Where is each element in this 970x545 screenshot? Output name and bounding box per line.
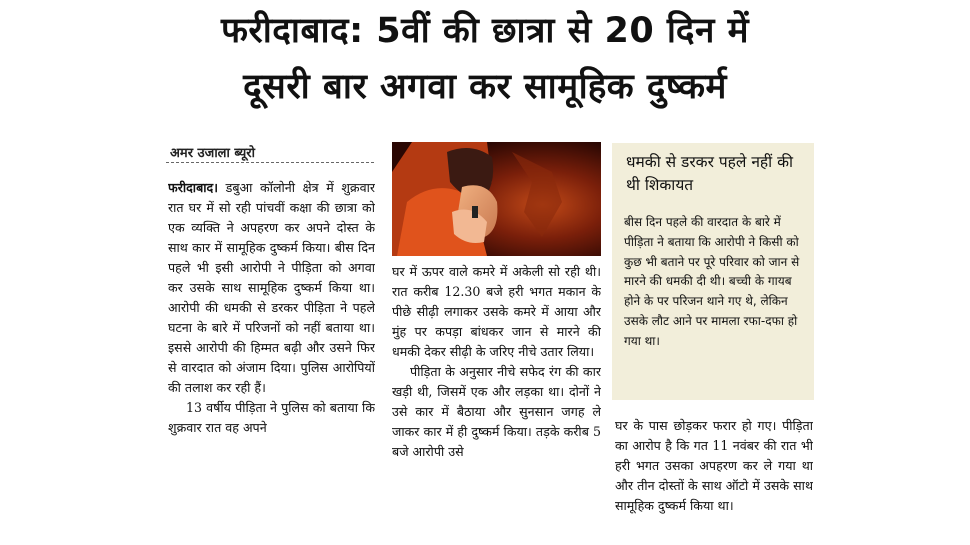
dateline: फरीदाबाद।	[168, 180, 218, 195]
article-paragraph	[168, 398, 375, 438]
sidebar-title: धमकी से डरकर पहले नहीं की थी शिकायत	[626, 153, 794, 194]
article-text: 13 वर्षीय पीड़िता ने पुलिस को बताया कि शुक्रवार रात वह अपने	[168, 400, 375, 435]
article-paragraph	[392, 362, 601, 462]
headline	[0, 0, 970, 122]
headline-line-2: दूसरी बार अगवा कर सामूहिक दुष्कर्म	[243, 67, 727, 107]
article-column-1	[168, 178, 375, 544]
article-column-3	[615, 416, 813, 545]
byline-divider	[166, 162, 374, 163]
article-text: पीड़िता के अनुसार नीचे सफेद रंग की कार खड़ी थी, जिसमें एक और लड़का था। दोनों ने उसे कार में बैठाया और सुनसान जगह ले जाकर कार में ही दुष्कर्म किया। तड़के करीब 5 बजे आरोपी उसे	[392, 364, 601, 459]
article-text: घर के पास छोड़कर फरार हो गए। पीड़िता का आरोप है कि गत 11 नवंबर की रात भी हरी भगत उसका अपहरण कर ले गया था और तीन दोस्तों के साथ ऑटो में उसके साथ सामूहिक दुष्कर्म किया था।	[615, 418, 813, 513]
byline: अमर उजाला ब्यूरो	[170, 146, 255, 161]
photo-illustration	[392, 142, 601, 256]
sidebar-body: बीस दिन पहले की वारदात के बारे में पीड़िता ने बताया कि आरोपी ने किसी को कुछ भी बताने पर पूरे परिवार को जान से मारने की धमकी दी थी। बच्ची के गायब होने के पर परिजन थाने गए थे, लेकिन उसके लौट आने पर मामला रफा-दफा हो गया था।	[624, 215, 800, 348]
article-text: डबुआ कॉलोनी क्षेत्र में शुक्रवार रात घर में सो रही पांचवीं कक्षा की छात्रा को एक व्यक्ति ने अपहरण कर अपने दोस्त के साथ कार में सामूहिक दुष्कर्म किया। बीस दिन पहले भी इसी आरोपी ने पीड़िता को अगवा कर उसके साथ सामूहिक दुष्कर्म किया था। आरोपी की धमकी से डरकर पीड़िता ने पहले घटना के बारे में परिजनों को नहीं बताया था। इससे आरोपी की हिम्मत बढ़ी और उसने फिर से वारदात को अंजाम दिया। पुलिस आरोपियों की तलाश कर रही हैं।	[168, 180, 375, 395]
article-text: घर में ऊपर वाले कमरे में अकेली सो रही थी। रात करीब 12.30 बजे हरी भगत मकान के पीछे सीढ़ी लगाकर उसके कमरे में आया और मुंह पर कपड़ा बांधकर जान से मारने की धमकी देकर सीढ़ी के जरिए नीचे उतार लिया।	[392, 264, 601, 359]
headline-line-1: फरीदाबाद: 5वीं की छात्रा से 20 दिन में	[220, 11, 750, 51]
article-paragraph	[392, 262, 601, 362]
article-column-2	[392, 262, 601, 545]
article-paragraph	[168, 178, 375, 398]
sidebar-box	[612, 143, 814, 400]
article-photo	[392, 142, 601, 256]
article-paragraph	[615, 416, 813, 516]
